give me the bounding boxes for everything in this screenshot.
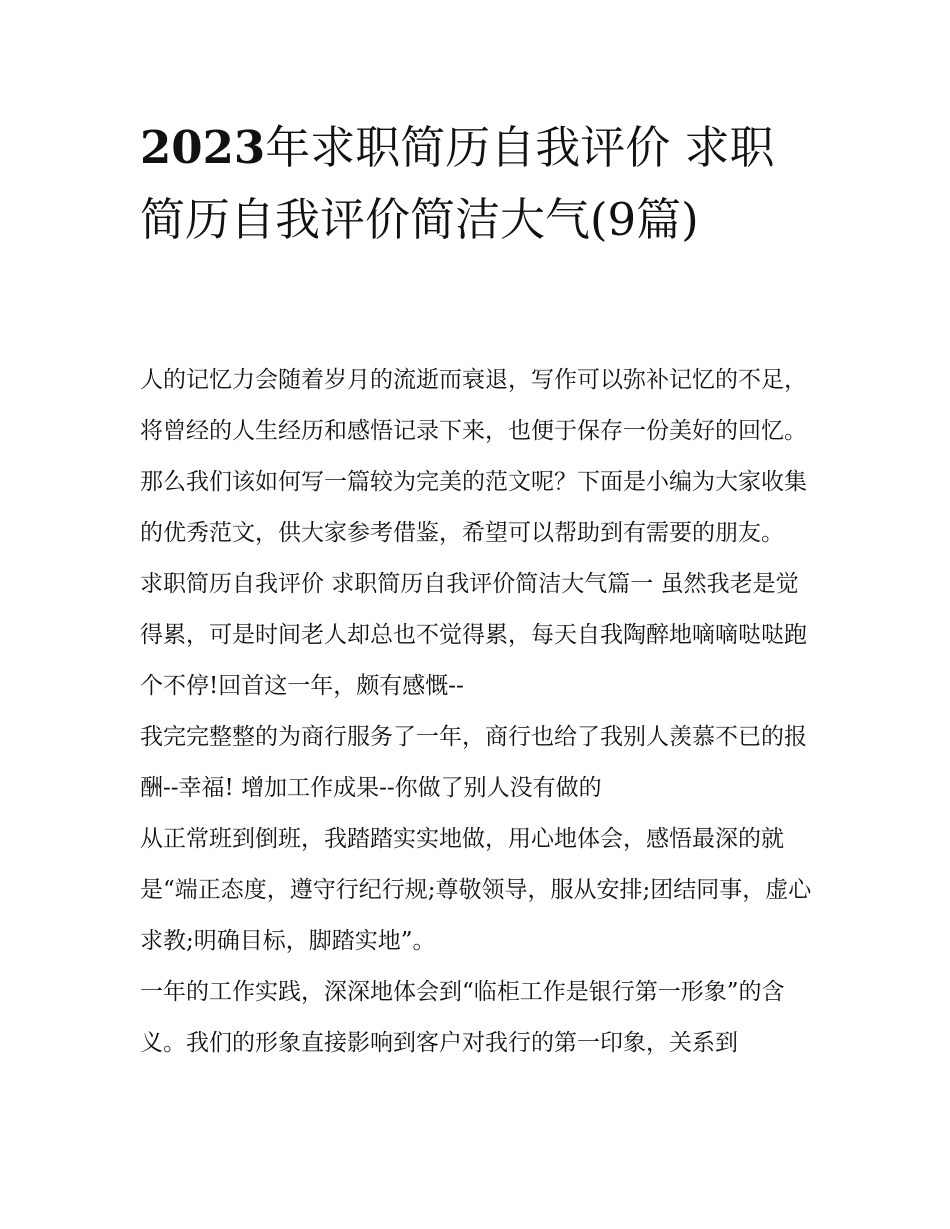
- paragraph-section-one: 求职简历自我评价 求职简历自我评价简洁大气篇一 虽然我老是觉得累，可是时间老人却总也不觉得累，每天自我陶醉地嘀嘀哒哒跑个不停!回首这一年，颇有感慨--: [140, 571, 807, 699]
- document-body: [140, 355, 812, 1069]
- document-title: [140, 112, 780, 256]
- title-year: 2023: [140, 121, 266, 174]
- paragraph-intro: 人的记忆力会随着岁月的流逝而衰退，写作可以弥补记忆的不足，将曾经的人生经历和感悟记录下来，也便于保存一份美好的回忆。那么我们该如何写一篇较为完美的范文呢？下面是小编为大家收集的优秀范文，供大家参考借鉴，希望可以帮助到有需要的朋友。: [140, 367, 807, 546]
- paragraph-shift-work: 从正常班到倒班，我踏踏实实地做，用心地体会，感悟最深的就是“端正态度，遵守行纪行规;尊敬领导，服从安排;团结同事，虚心求教;明确目标，脚踏实地”。: [140, 826, 812, 954]
- paragraph-counter-image: 一年的工作实践，深深地体会到“临柜工作是银行第一形象”的含义。我们的形象直接影响到客户对我行的第一印象，关系到: [140, 979, 785, 1056]
- paragraph-service-year: 我完完整整的为商行服务了一年，商行也给了我别人羡慕不已的报酬--幸福! 增加工作成果--你做了别人没有做的: [140, 724, 807, 801]
- title-text: 年求职简历自我评价 求职简历自我评价简洁大气(9篇): [140, 121, 775, 246]
